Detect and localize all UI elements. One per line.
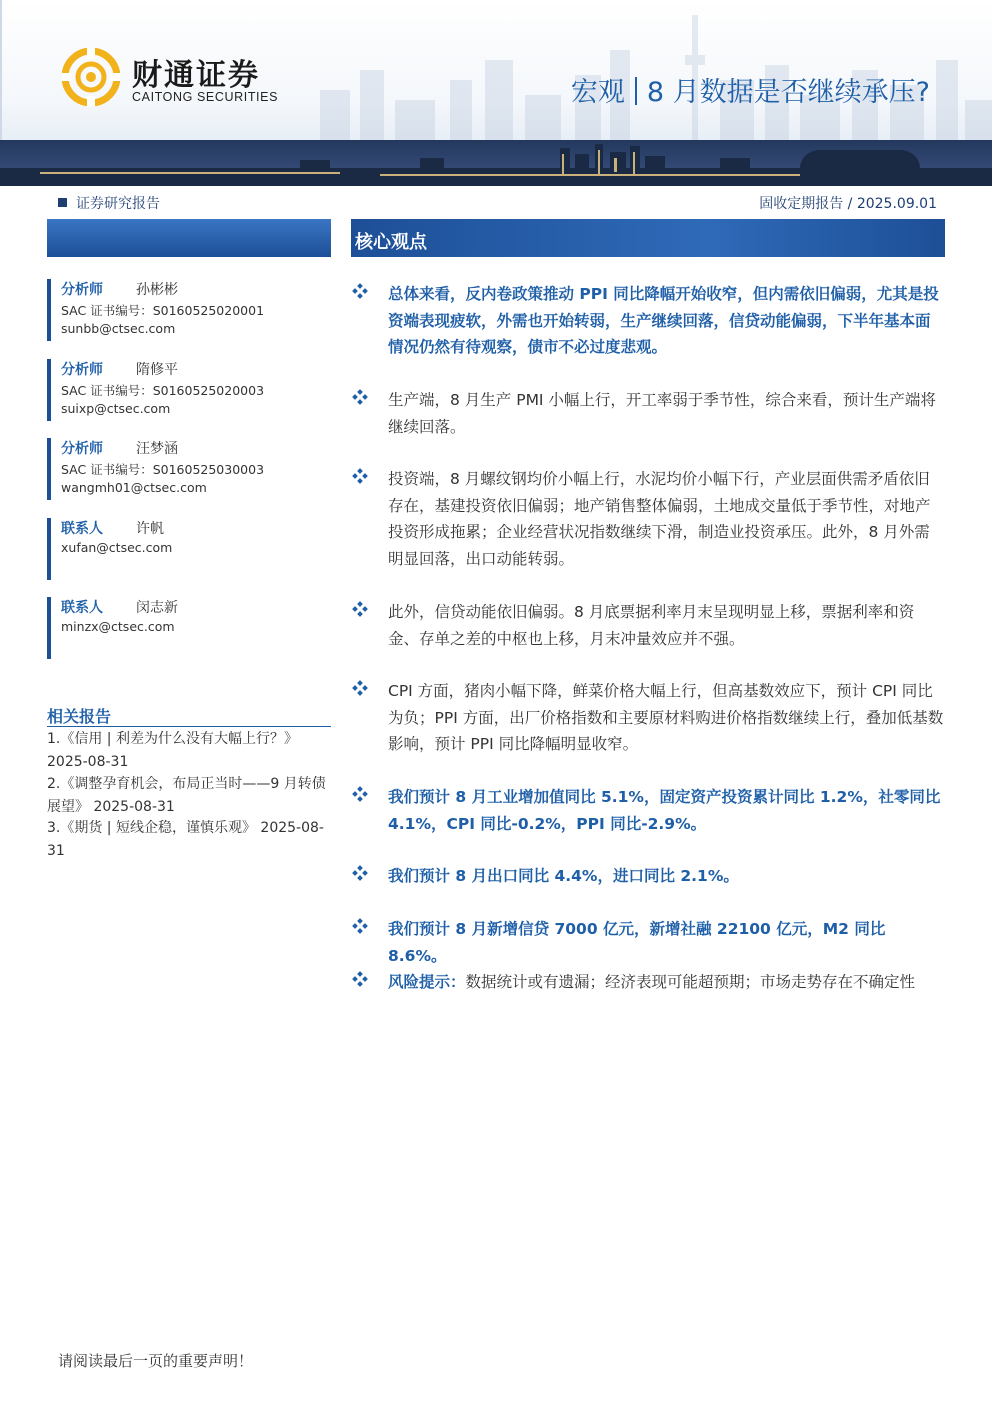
core-view-header (351, 219, 945, 257)
core-view-title: 核心观点 (355, 232, 427, 253)
square-bullet-icon (58, 198, 67, 207)
core-point-text: CPI 方面，猪肉小幅下降，鲜菜价格大幅上行，但高基数效应下，预计 CPI 同比为负；PPI 方面，出厂价格指数和主要原材料购进价格指数继续上行，叠加低基数影响，预计 PPI 同比降幅明显收窄。 (388, 682, 944, 753)
brand-logo (62, 46, 302, 110)
report-title-text: 8 月数据是否继续承压? (646, 77, 930, 108)
core-point-text: 我们预计 8 月出口同比 4.4%，进口同比 2.1%。 (388, 867, 739, 885)
core-point-text: 我们预计 8 月工业增加值同比 5.1%，固定资产投资累计同比 1.2%，社零同比 4.1%，CPI 同比-0.2%，PPI 同比-2.9%。 (388, 788, 941, 833)
contact-name: 闵志新 (136, 600, 178, 616)
analyst-email[interactable]: wangmh01@ctsec.com (61, 480, 207, 495)
risk-warning-text (388, 969, 945, 996)
contact-card (47, 597, 331, 659)
analyst-accent-bar (47, 359, 51, 421)
related-reports-rule (47, 726, 331, 727)
disclaimer-notice: 请阅读最后一页的重要声明！ (58, 1352, 254, 1370)
diamond-bullet-icon (352, 680, 368, 696)
page-header (0, 0, 992, 186)
contact-role: 联系人 (61, 600, 103, 616)
core-point-text: 总体来看，反内卷政策推动 PPI 同比降幅开始收窄，但内需依旧偏弱，尤其是投资端表现疲软，外需也开始转弱，生产继续回落，信贷动能偏弱，下半年基本面情况仍然有待观察，债市不必过度悲观。 (388, 285, 939, 356)
risk-label: 风险提示： (388, 973, 466, 991)
analyst-email[interactable]: suixp@ctsec.com (61, 401, 171, 416)
report-type-text: 证券研究报告 (76, 196, 160, 212)
diamond-bullet-icon (352, 468, 368, 484)
sidebar-header-bar (47, 219, 331, 257)
city-night-banner (0, 140, 992, 186)
diamond-bullet-icon (352, 786, 368, 802)
title-separator (635, 77, 637, 105)
caitong-logo-icon (62, 48, 120, 106)
analyst-email[interactable]: sunbb@ctsec.com (61, 321, 176, 336)
diamond-bullet-icon (352, 601, 368, 617)
header-left-rule (0, 0, 2, 140)
related-reports-title: 相关报告 (47, 707, 112, 726)
contact-card (47, 518, 331, 580)
analyst-role: 分析师 (61, 282, 103, 298)
related-report-item[interactable]: 3.《期货 | 短线企稳，谨慎乐观》 2025-08-31 (47, 820, 324, 859)
brand-name-en: CAITONG SECURITIES (132, 90, 279, 104)
analyst-accent-bar (47, 438, 51, 500)
core-point-text: 投资端，8 月螺纹钢均价小幅上行，水泥均价小幅下行，产业层面供需矛盾依旧存在，基建投资依旧偏弱；地产销售整体偏弱，土地成交量低于季节性，对地产投资形成拖累；企业经营状况指数继续下滑，制造业投资承压。此外，8 月外需明显回落，出口动能转弱。 (388, 470, 931, 568)
report-title (571, 70, 930, 109)
analyst-name: 隋修平 (136, 362, 178, 378)
analyst-cert: SAC 证书编号：S0160525030003 (61, 462, 265, 477)
risk-content: 数据统计或有遗漏；经济表现可能超预期；市场走势存在不确定性 (465, 973, 916, 991)
contact-role: 联系人 (61, 521, 103, 537)
analyst-card (47, 279, 331, 341)
contact-email[interactable]: xufan@ctsec.com (61, 540, 173, 555)
core-point-text: 生产端，8 月生产 PMI 小幅上行，开工率弱于季节性，综合来看，预计生产端将继续回落。 (388, 391, 936, 436)
contact-email[interactable]: minzx@ctsec.com (61, 619, 175, 634)
brand-name-cn: 财通证券 (132, 58, 260, 93)
analyst-card (47, 438, 331, 500)
contact-accent-bar (47, 597, 51, 659)
analyst-name: 汪梦涵 (136, 441, 178, 457)
analyst-accent-bar (47, 279, 51, 341)
diamond-bullet-icon (352, 865, 368, 881)
analyst-role: 分析师 (61, 441, 103, 457)
related-report-item[interactable]: 2.《调整孕育机会，布局正当时——9 月转债展望》 2025-08-31 (47, 776, 326, 815)
contact-name: 许帆 (136, 521, 164, 537)
analyst-name: 孙彬彬 (136, 282, 178, 298)
analyst-cert: SAC 证书编号：S0160525020001 (61, 303, 265, 318)
core-point-text: 我们预计 8 月新增信贷 7000 亿元，新增社融 22100 亿元，M2 同比 8.6%。 (388, 920, 886, 965)
analyst-cert: SAC 证书编号：S0160525020003 (61, 383, 265, 398)
diamond-bullet-icon (352, 389, 368, 405)
diamond-bullet-icon (352, 918, 368, 934)
report-date: 固收定期报告 / 2025.09.01 (759, 196, 937, 212)
analyst-role: 分析师 (61, 362, 103, 378)
analyst-card (47, 359, 331, 421)
diamond-bullet-icon (352, 971, 368, 987)
report-category: 宏观 (570, 77, 625, 108)
core-point-text: 此外，信贷动能依旧偏弱。8 月底票据利率月末呈现明显上移，票据利率和资金、存单之差的中枢也上移，月末冲量效应并不强。 (388, 603, 915, 648)
diamond-bullet-icon (352, 283, 368, 299)
contact-accent-bar (47, 518, 51, 580)
report-type-label (58, 193, 160, 213)
related-report-item[interactable]: 1.《信用 | 利差为什么没有大幅上行？》 2025-08-31 (47, 731, 298, 770)
